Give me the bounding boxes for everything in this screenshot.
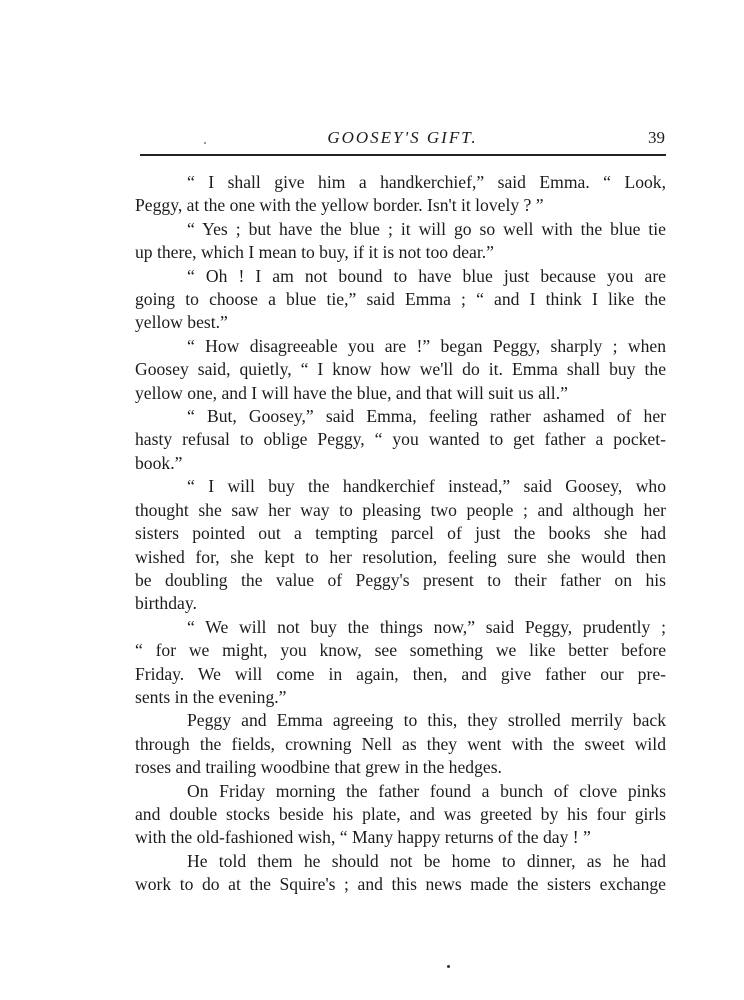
paragraph [135,475,666,615]
text-line: and double stocks beside his plate, and was greeted by his four girls [135,803,666,824]
page-number: 39 [648,128,665,147]
header-rule [140,154,666,156]
text-line: “ I will buy the handkerchief instead,” said Goosey, who [187,476,666,497]
text-line: with the old-fashioned wish, “ Many happy returns of the day ! ” [135,827,591,848]
text-line: roses and trailing woodbine that grew in the hedges. [135,757,502,778]
text-line: thought she saw her way to pleasing two people ; and although her [135,499,666,520]
text-line: sisters pointed out a tempting parcel of just the books she had [135,523,666,544]
text-line: yellow best.” [135,312,228,333]
paragraph [135,171,666,218]
text-line: “ How disagreeable you are !” began Peggy, sharply ; when [187,335,666,356]
paragraph [135,780,666,850]
text-line: He told them he should not be home to dinner, as he had [187,850,666,871]
signature-mark [447,965,450,968]
text-line: Goosey said, quietly, “ I know how we'll do it. Emma shall buy the [135,359,666,380]
page-header [140,128,665,154]
text-line: Peggy and Emma agreeing to this, they strolled merrily back [187,710,666,731]
text-line: “ for we might, you know, see something we like better before [135,640,666,661]
text-line: going to choose a blue tie,” said Emma ; “ and I think I like the [135,289,666,310]
text-line: through the fields, crowning Nell as they went with the sweet wild [135,733,666,754]
text-line: birthday. [135,593,197,614]
text-line: “ Oh ! I am not bound to have blue just because you are [187,265,666,286]
text-line: work to do at the Squire's ; and this news made the sisters exchange [135,874,666,895]
paragraph [135,709,666,779]
text-line: “ Yes ; but have the blue ; it will go so well with the blue tie [187,218,666,239]
text-line: sents in the evening.” [135,686,287,707]
text-line: Friday. We will come in again, then, and give father our pre- [135,663,666,684]
text-line: up there, which I mean to buy, if it is not too dear.” [135,242,494,263]
paragraph [135,335,666,405]
text-line: Peggy, at the one with the yellow border. Isn't it lovely ? ” [135,195,544,216]
paragraph [135,616,666,710]
text-line: yellow one, and I will have the blue, and that will suit us all.” [135,382,568,403]
paragraph [135,265,666,335]
text-line: “ We will not buy the things now,” said Peggy, prudently ; [187,616,666,637]
text-line: be doubling the value of Peggy's present to their father on his [135,569,666,590]
paragraph [135,850,666,897]
paragraph [135,405,666,475]
text-line: “ I shall give him a handkerchief,” said Emma. “ Look, [187,172,666,192]
running-title: GOOSEY'S GIFT. [327,128,478,147]
text-line: On Friday morning the father found a bunch of clove pinks [187,780,666,801]
paragraph [135,218,666,265]
body-text [135,171,666,897]
text-line: book.” [135,452,183,473]
text-line: hasty refusal to oblige Peggy, “ you wanted to get father a pocket- [135,429,666,450]
text-line: wished for, she kept to her resolution, feeling sure she would then [135,546,666,567]
text-line: “ But, Goosey,” said Emma, feeling rather ashamed of her [187,406,666,427]
